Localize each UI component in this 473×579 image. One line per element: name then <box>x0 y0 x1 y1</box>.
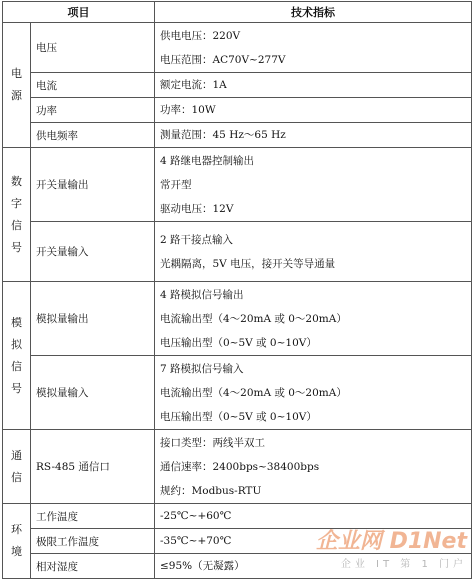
row-current <box>3 73 472 98</box>
header-spec: 技术指标 <box>155 2 472 23</box>
watermark <box>309 524 469 570</box>
watermark-logo: 企业网 D1Net <box>315 529 467 554</box>
item-temp: 工作温度 <box>31 504 155 529</box>
spec-analog-input: 7 路模拟信号输入 电流输出型（4～20mA 或 0～20mA） 电压输出型（0~5V 或 0~10V） <box>155 356 472 430</box>
category-power: 电 源 <box>3 23 31 148</box>
category-analog: 模 拟 信 号 <box>3 282 31 430</box>
item-digital-input: 开关量输入 <box>31 222 155 282</box>
row-rs485 <box>3 430 472 504</box>
header-item: 项目 <box>3 2 155 23</box>
watermark-tagline: 企业 IT 第 1 门户 <box>340 559 467 570</box>
item-digital-output: 开关量输出 <box>31 148 155 222</box>
item-rs485: RS-485 通信口 <box>31 430 155 504</box>
spec-power: 功率：10W <box>155 98 472 123</box>
header-row <box>3 2 472 23</box>
item-voltage: 电压 <box>31 23 155 73</box>
item-frequency: 供电频率 <box>31 123 155 148</box>
spec-temp: -25℃~+60℃ <box>155 504 472 529</box>
category-env: 环 境 <box>3 504 31 579</box>
row-analog-input <box>3 356 472 430</box>
category-comm: 通 信 <box>3 430 31 504</box>
spec-frequency: 测量范围：45 Hz～65 Hz <box>155 123 472 148</box>
spec-table <box>2 1 472 579</box>
item-analog-input: 模拟量输入 <box>31 356 155 430</box>
spec-voltage: 供电电压：220V 电压范围：AC70V~277V <box>155 23 472 73</box>
spec-digital-output: 4 路继电器控制输出 常开型 驱动电压：12V <box>155 148 472 222</box>
item-limit-temp: 极限工作温度 <box>31 529 155 554</box>
row-analog-output <box>3 282 472 356</box>
spec-analog-output: 4 路模拟信号输出 电流输出型（4～20mA 或 0～20mA） 电压输出型（0~5V 或 0~10V） <box>155 282 472 356</box>
spec-current: 额定电流：1A <box>155 73 472 98</box>
category-digital: 数 字 信 号 <box>3 148 31 282</box>
item-current: 电流 <box>31 73 155 98</box>
row-voltage <box>3 23 472 73</box>
item-power: 功率 <box>31 98 155 123</box>
row-digital-output <box>3 148 472 222</box>
item-analog-output: 模拟量输出 <box>31 282 155 356</box>
spec-limit-temp: -35℃~+70℃ <box>155 529 472 554</box>
spec-rs485: 接口类型：两线半双工 通信速率：2400bps~38400bps 规约：Modbus-RTU <box>155 430 472 504</box>
row-frequency <box>3 123 472 148</box>
spec-digital-input: 2 路干接点输入 光耦隔离，5V 电压，接开关等导通量 <box>155 222 472 282</box>
row-power <box>3 98 472 123</box>
item-humidity: 相对湿度 <box>31 554 155 579</box>
row-digital-input <box>3 222 472 282</box>
spec-humidity: ≤95%（无凝露） <box>155 554 472 579</box>
